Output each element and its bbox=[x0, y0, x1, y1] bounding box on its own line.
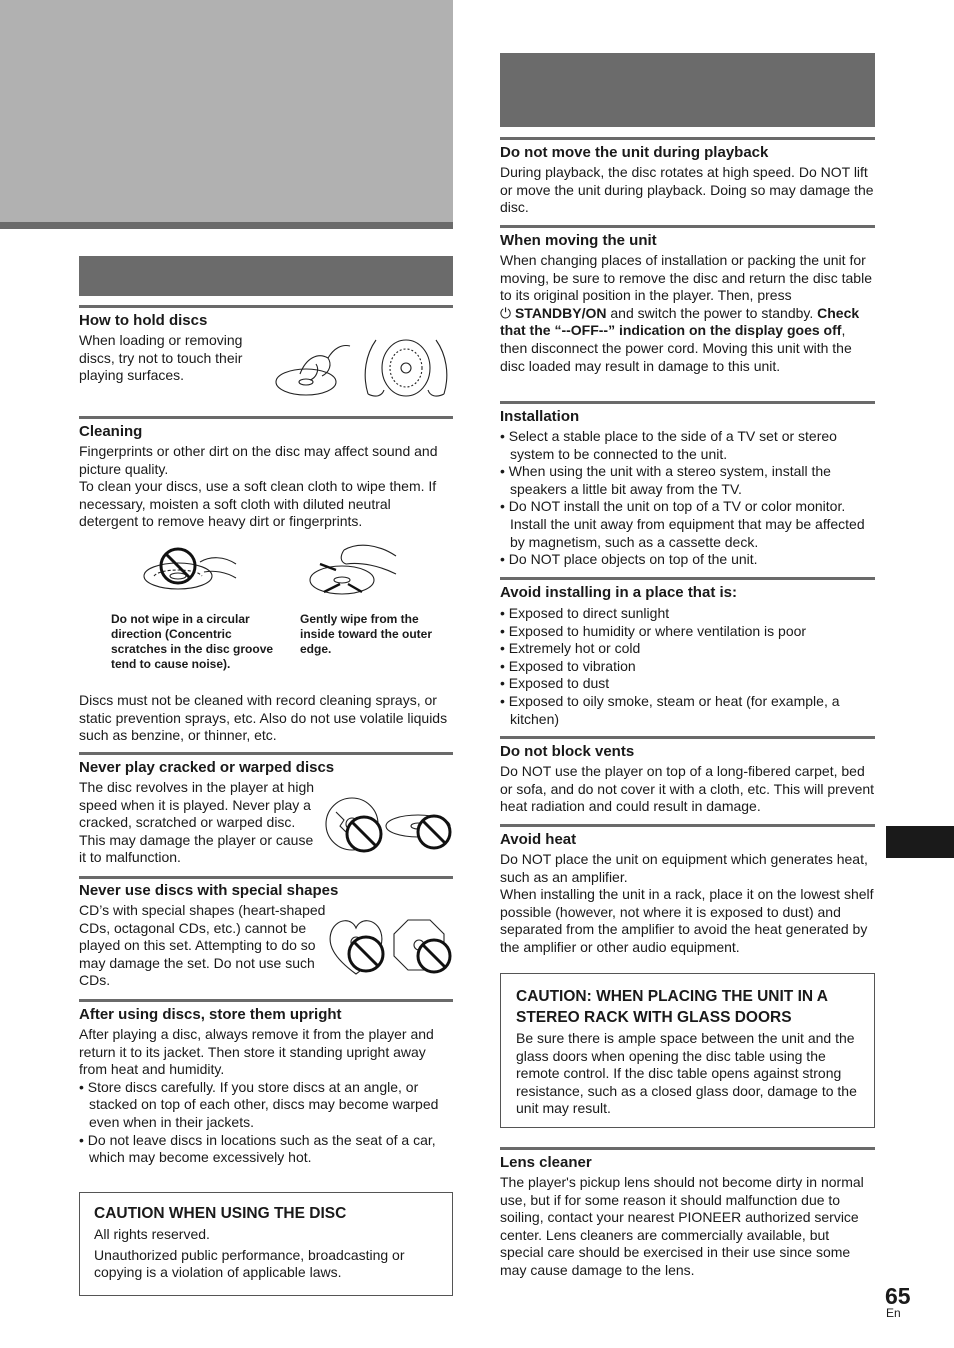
hold-disc-illustration bbox=[270, 334, 452, 404]
list-item: • Exposed to direct sunlight bbox=[500, 605, 875, 623]
cracked-disc-illustration bbox=[322, 794, 454, 856]
right-section-band bbox=[500, 53, 875, 127]
list-item: • Do not leave discs in locations such as the seat of a car, which may become excessively hot. bbox=[79, 1132, 453, 1167]
caution-rack-box bbox=[500, 973, 875, 1128]
section-body: When changing places of installation or packing the unit for moving, be sure to remove the disc and return the disc table to its original position in the player. Then, press ⏻ STANDBY/ON and switch the power to standby. Check that the “--OFF--” indication on the display goes off, then disconnect the power cord. Moving this unit with the disc loaded may result in damage to this unit. bbox=[500, 252, 872, 374]
section-title: How to hold discs bbox=[79, 312, 208, 329]
section-title: Lens cleaner bbox=[500, 1154, 592, 1171]
cleaning-text-3: Discs must not be cleaned with record cleaning sprays, or static prevention sprays, etc. Also do not use volatile liquids such as benzine, or thinner, etc. bbox=[79, 692, 448, 744]
section-cleaning bbox=[79, 422, 453, 531]
standby-on-label: STANDBY/ON bbox=[514, 304, 607, 321]
section-rule bbox=[500, 401, 875, 404]
section-title: Do not move the unit during playback bbox=[500, 144, 769, 161]
list-item: • Exposed to oily smoke, steam or heat (for example, a kitchen) bbox=[500, 693, 875, 728]
section-title: Cleaning bbox=[79, 423, 143, 440]
special-shape-disc-illustration bbox=[326, 916, 454, 978]
caution-disc-text-2: Unauthorized public performance, broadcasting or copying is a violation of applicable laws. bbox=[94, 1246, 405, 1281]
list-item: • When using the unit with a stereo system, install the speakers a little bit away from the TV. bbox=[500, 463, 875, 498]
section-title: After using discs, store them upright bbox=[79, 1006, 342, 1023]
cleaning-text-2: To clean your discs, use a soft clean cloth to wipe them. If necessary, moisten a soft cloth with diluted neutral detergent to remove heavy dirt or fingerprints. bbox=[79, 478, 437, 530]
section-installation bbox=[500, 407, 875, 569]
section-title: Never use discs with special shapes bbox=[79, 882, 339, 899]
section-rule bbox=[500, 577, 875, 580]
store-bullet-list bbox=[79, 1079, 453, 1167]
section-title: Installation bbox=[500, 408, 580, 425]
section-title: Never play cracked or warped discs bbox=[79, 759, 335, 776]
left-section-band bbox=[79, 256, 453, 296]
caution-rack-text: Be sure there is ample space between the unit and the glass doors when opening the disc table using the remote control. If the disc table opens against strong resistance, such as a closed glass door, damage to the unit may result. bbox=[516, 1030, 857, 1117]
section-rule bbox=[500, 736, 875, 739]
section-lens-cleaner bbox=[500, 1153, 875, 1280]
avoid-place-bullet-list bbox=[500, 605, 875, 728]
page-language: En bbox=[886, 1306, 901, 1320]
section-store-upright bbox=[79, 1005, 453, 1167]
wipe-circular-illustration bbox=[140, 542, 240, 602]
caption-gently-wipe: Gently wipe from the inside toward the outer edge. bbox=[300, 612, 433, 656]
cleaning-text-1: Fingerprints or other dirt on the disc may affect sound and picture quality. bbox=[79, 443, 438, 477]
section-title: Do not block vents bbox=[500, 743, 635, 760]
caution-disc-text-1: All rights reserved. bbox=[94, 1226, 210, 1242]
section-move-playback bbox=[500, 143, 875, 217]
section-body: CD’s with special shapes (heart-shaped CDs, octagonal CDs, etc.) cannot be played on this set. Attempting to do so may damage the set. Do not use such CDs. bbox=[79, 902, 326, 989]
list-item: • Exposed to dust bbox=[500, 675, 875, 693]
section-body: Do NOT use the player on top of a long-fibered carpet, bed or sofa, and do not cover it with a cloth, etc. This will prevent heat radiation and could result in damage. bbox=[500, 763, 875, 815]
list-item: • Exposed to humidity or where ventilation is poor bbox=[500, 623, 875, 641]
chapter-tab bbox=[886, 826, 954, 858]
section-body: When loading or removing discs, try not to touch their playing surfaces. bbox=[79, 332, 243, 384]
section-body: After playing a disc, always remove it from the player and return it to its jacket. Then store it standing upright away from heat and humidity. bbox=[79, 1026, 434, 1078]
section-title: When moving the unit bbox=[500, 232, 657, 249]
section-body: During playback, the disc rotates at high speed. Do NOT lift or move the unit during playback. Doing so may damage the disc. bbox=[500, 164, 874, 216]
heat-text-1: Do NOT place the unit on equipment which generates heat, such as an amplifier. bbox=[500, 851, 868, 885]
power-icon: ⏻ bbox=[500, 304, 512, 321]
header-gray-rule bbox=[0, 222, 453, 229]
caution-rack-title: CAUTION: WHEN PLACING THE UNIT IN A STEREO RACK WITH GLASS DOORS bbox=[516, 988, 828, 1026]
caution-disc-box bbox=[79, 1192, 453, 1296]
section-rule bbox=[79, 752, 453, 755]
list-item: • Exposed to vibration bbox=[500, 658, 875, 676]
section-vents bbox=[500, 742, 875, 816]
section-avoid-place bbox=[500, 583, 875, 728]
section-rule bbox=[500, 225, 875, 228]
section-title: Avoid heat bbox=[500, 831, 577, 848]
section-rule bbox=[500, 137, 875, 140]
section-rule bbox=[500, 824, 875, 827]
list-item: • Select a stable place to the side of a TV set or stereo system to be connected to the unit. bbox=[500, 428, 875, 463]
section-body: The player's pickup lens should not become dirty in normal use, but if for some reason it should malfunction due to soiling, contact your nearest PIONEER authorized service center. Lens cleaners are commercially available, but special care should be exercised in their use since some may cause damage to the lens. bbox=[500, 1174, 864, 1278]
wipe-outward-illustration bbox=[306, 540, 402, 604]
section-rule bbox=[500, 1147, 875, 1150]
section-rule bbox=[79, 305, 453, 308]
installation-bullet-list bbox=[500, 428, 875, 569]
list-item: • Do NOT place objects on top of the unit. bbox=[500, 551, 875, 569]
section-title: Avoid installing in a place that is: bbox=[500, 584, 737, 601]
list-item: • Do NOT install the unit on top of a TV or color monitor. Install the unit away from equipment that may be affected by magnetism, such as a cassette deck. bbox=[500, 498, 875, 551]
section-body: The disc revolves in the player at high speed when it is played. Never play a cracked, scratched or warped disc. This may damage the player or cause it to malfunction. bbox=[79, 779, 315, 866]
list-item: • Extremely hot or cold bbox=[500, 640, 875, 658]
page-number: 65 bbox=[885, 1283, 911, 1309]
caution-disc-title: CAUTION WHEN USING THE DISC bbox=[94, 1205, 347, 1222]
section-moving-unit bbox=[500, 231, 875, 375]
header-gray-block bbox=[0, 0, 453, 222]
heat-text-2: When installing the unit in a rack, place it on the lowest shelf possible (however, not where it is exposed to dust) and separated from the amplifier to avoid the heat generated by the amplifier or other audio equipment. bbox=[500, 886, 874, 955]
caption-do-not-wipe: Do not wipe in a circular direction (Concentric scratches in the disc groove tend to cause noise). bbox=[111, 612, 274, 671]
list-item: • Store discs carefully. If you store discs at an angle, or stacked on top of each other, discs may become warped even when in their jackets. bbox=[79, 1079, 453, 1132]
section-rule bbox=[79, 416, 453, 419]
section-rule bbox=[79, 876, 453, 879]
section-rule bbox=[79, 999, 453, 1002]
section-avoid-heat bbox=[500, 830, 875, 957]
